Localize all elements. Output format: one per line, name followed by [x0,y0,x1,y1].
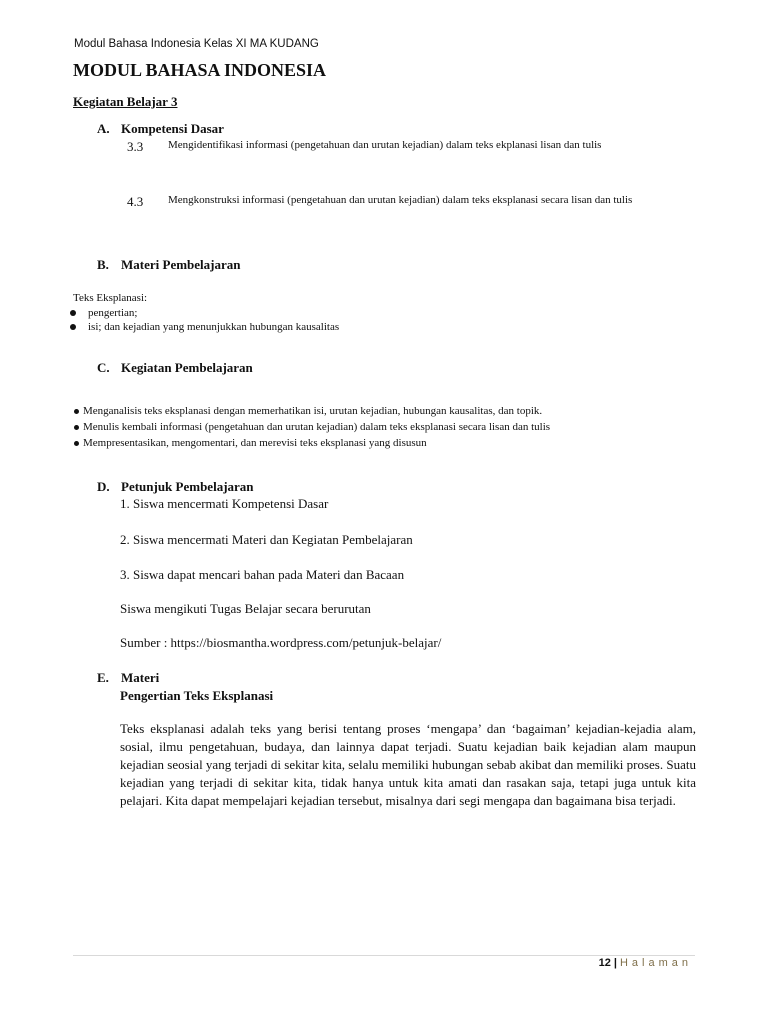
kd-number: 4.3 [127,194,144,209]
petunjuk-item: 2. Siswa mencermati Materi dan Kegiatan Pembelajaran [120,532,413,547]
footer-label: Halaman [619,957,692,969]
footer-divider [73,955,695,956]
section-c-heading [97,360,253,376]
section-b-heading [97,257,240,273]
section-a-heading [97,121,224,137]
petunjuk-item: 3. Siswa dapat mencari bahan pada Materi dan Bacaan [120,567,405,582]
list-item: Menulis kembali informasi (pengetahuan dan urutan kejadian) dalam teks eksplanasi secara lisan dan tulis [74,421,550,433]
section-d-heading [97,479,254,495]
kd-text: Mengkonstruksi informasi (pengetahuan dan urutan kejadian) dalam teks eksplanasi secara lisan dan tulis [168,194,633,206]
section-e-subtitle: Pengertian Teks Eksplanasi [120,688,274,703]
kegiatan-heading: Kegiatan Belajar 3 [73,94,178,109]
page-number: 12 [598,957,611,969]
bullet-icon [70,310,76,316]
section-a-letter: A. [97,121,110,136]
running-header: Modul Bahasa Indonesia Kelas XI MA KUDANG [74,38,319,50]
bullet-icon [74,425,79,430]
footer-separator: | [613,957,617,969]
section-d-title: Petunjuk Pembelajaran [121,479,254,494]
list-item: Mempresentasikan, mengomentari, dan merevisi teks eksplanasi yang disusun [74,437,427,449]
petunjuk-item: 1. Siswa mencermati Kompetensi Dasar [120,496,329,511]
section-e-letter: E. [97,670,109,685]
section-c-letter: C. [97,360,110,375]
section-b-title: Materi Pembelajaran [121,257,241,272]
document-title: MODUL BAHASA INDONESIA [73,60,327,80]
kd-text: Mengidentifikasi informasi (pengetahuan dan urutan kejadian) dalam teks ekplanasi lisan dan tulis [168,139,602,151]
list-item: Menganalisis teks eksplanasi dengan memerhatikan isi, urutan kejadian, hubungan kausalitas, dan topik. [74,405,542,417]
page-footer [599,957,692,969]
list-item: pengertian; [70,307,137,319]
bullet-icon [74,441,79,446]
list-item: isi; dan kejadian yang menunjukkan hubungan kausalitas [70,321,339,333]
materi-intro: Teks Eksplanasi: [73,292,148,304]
kd-number: 3.3 [127,139,144,154]
section-d-letter: D. [97,479,110,494]
section-e-heading [97,670,159,686]
petunjuk-item: Siswa mengikuti Tugas Belajar secara berurutan [120,601,371,616]
bullet-icon [70,324,76,330]
section-e-title: Materi [121,670,160,685]
section-c-title: Kegiatan Pembelajaran [121,360,253,375]
source-link[interactable]: Sumber : https://biosmantha.wordpress.com/petunjuk-belajar/ [120,635,442,650]
materi-paragraph: Teks eksplanasi adalah teks yang berisi tentang proses ‘mengapa’ dan ‘bagaiman’ kejadian-kejadia alam, sosial, ilmu pengetahuan, budaya, dan lainnya dapat terjadi. Suatu kejadian baik kejadian alam maupun kejadian seosial yang terjadi di sekitar kita, selalu memiliki hubungan sebab akibat dan memiliki proses. Suatu kejadian yang terjadi di sekitar kita, tidak hanya untuk kita amati dan rasakan saja, tetapi juga untuk kita pelajari. Kita dapat mempelajari kejadian tersebut, misalnya dari segi mengapa dan bagaimana bisa terjadi. [120,721,696,808]
section-a-title: Kompetensi Dasar [121,121,224,136]
bullet-icon [74,409,79,414]
section-b-letter: B. [97,257,109,272]
